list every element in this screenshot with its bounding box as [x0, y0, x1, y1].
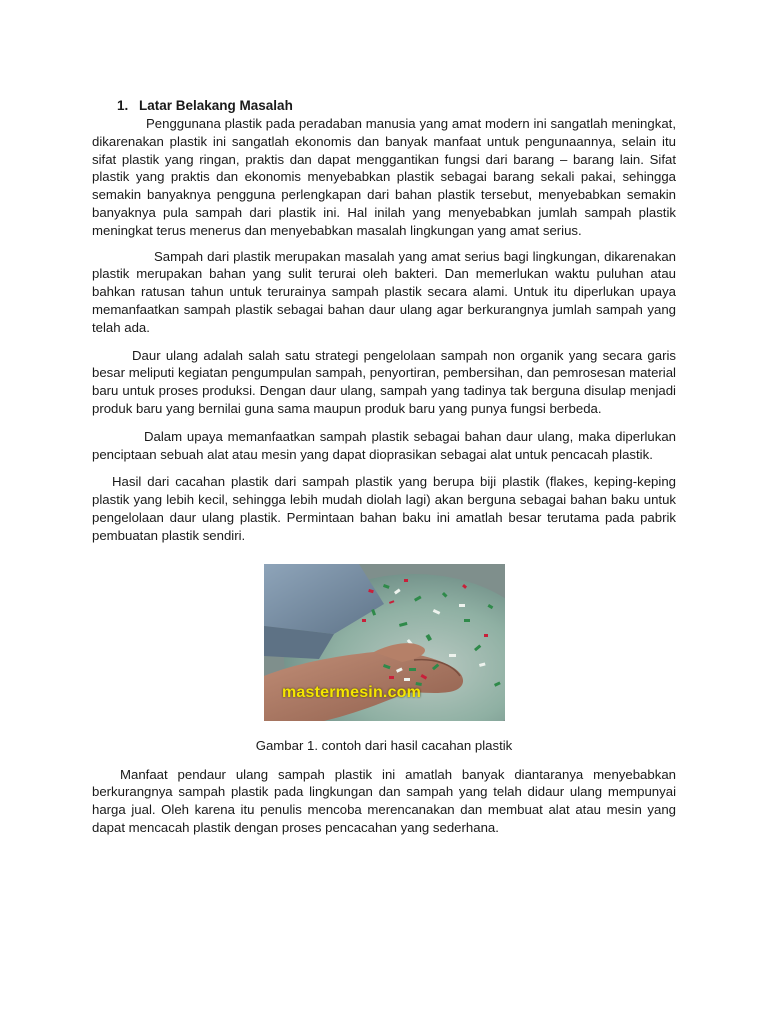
- paragraph-3: Daur ulang adalah salah satu strategi pengelolaan sampah non organik yang secara garis besar meliputi kegiatan pengumpulan sampah, penyortiran, pembersihan, dan pemrosesan material baru untuk proses produksi. Dengan daur ulang, sampah yang tadinya tak berguna disulap menjadi produk baru yang bernilai guna sama maupun produk baru yang punya fungsi berbeda.: [92, 347, 676, 416]
- paragraph-5: Hasil dari cacahan plastik dari sampah plastik yang berupa biji plastik (flakes, keping-keping plastik yang lebih kecil, sehingga lebih mudah diolah lagi) akan berguna sebagai bahan baku untuk pengelolaan daur ulang plastik. Permintaan bahan baku ini amatlah besar terutama pada pabrik pembuatan plastik sendiri.: [92, 474, 676, 543]
- section-title: Latar Belakang Masalah: [139, 98, 293, 113]
- paragraph-2: Sampah dari plastik merupakan masalah yang amat serius bagi lingkungan, dikarenakan plastik merupakan bahan yang sulit terurai oleh bakteri. Dan memerlukan waktu puluhan atau bahkan ratusan tahun untuk terurainya sampah plastik secara alami. Untuk itu diperlukan upaya memanfaatkan sampah plastik sebagai bahan daur ulang agar berkurangnya jumlah sampah yang telah ada.: [92, 248, 676, 335]
- figure-caption: Gambar 1. contoh dari hasil cacahan plastik: [255, 737, 513, 753]
- paragraph-4: Dalam upaya memanfaatkan sampah plastik sebagai bahan daur ulang, maka diperlukan penciptaan sebuah alat atau mesin yang dapat dioprasikan sebagai alat untuk pencacah plastik.: [92, 428, 676, 462]
- paragraph-6: Manfaat pendaur ulang sampah plastik ini amatlah banyak diantaranya menyebabkan berkurangnya sampah plastik pada lingkungan dan sampah yang telah didaur ulang mempunyai harga jual. Oleh karena itu penulis mencoba merencanakan dan membuat alat atau mesin yang dapat mencacah plastik dengan proses pencacahan yang sederhana.: [92, 766, 676, 835]
- watermark-text: mastermesin.com: [282, 683, 422, 701]
- section-heading: [117, 97, 676, 115]
- document-page: [92, 97, 676, 837]
- paragraph-1: Penggunana plastik pada peradaban manusia yang amat modern ini sangatlah meningkat, dikarenakan plastik ini sangatlah ekonomis dan banyak manfaat untuk pengunaannya, selain itu sifat plastik yang ringan, praktis dan dapat menggantikan fungsi dari barang – barang lain. Sifat plastik yang praktis dan ekonomis menyebabkan plastik sebagai barang sekali pakai, sehingga semakin banyaknya pengguna perlengkapan dari bahan plastik tersebut, menyebabkan semakin banyaknya pula sampah dari plastik ini. Hal inilah yang menyebabkan jumlah sampah plastik meningkat terus menerus dan menyebabkan masalah lingkungan yang amat serius.: [92, 116, 676, 238]
- plastic-flakes-photo: [264, 564, 505, 721]
- section-number: 1.: [117, 98, 129, 113]
